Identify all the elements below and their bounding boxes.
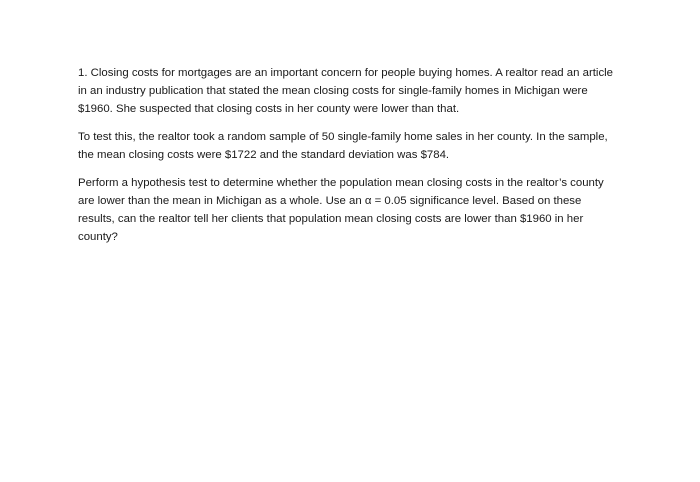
problem-paragraph-3: Perform a hypothesis test to determine whether the population mean closing costs in the realtor’s county are lower than the mean in Michigan as a whole. Use an α = 0.05 significance level. Based on these results, can the realtor tell her clients that population mean closing costs are lower than $1960 in her county? xyxy=(78,177,604,243)
problem-paragraph-2: To test this, the realtor took a random sample of 50 single-family home sales in her county. In the sample, the mean closing costs were $1722 and the standard deviation was $784. xyxy=(78,131,608,161)
problem-paragraph-1: 1. Closing costs for mortgages are an important concern for people buying homes. A realtor read an article in an industry publication that stated the mean closing costs for single-family homes in Michigan were $1960. She suspected that closing costs in her county were lower than that. xyxy=(78,67,614,115)
problem-text xyxy=(78,64,618,256)
